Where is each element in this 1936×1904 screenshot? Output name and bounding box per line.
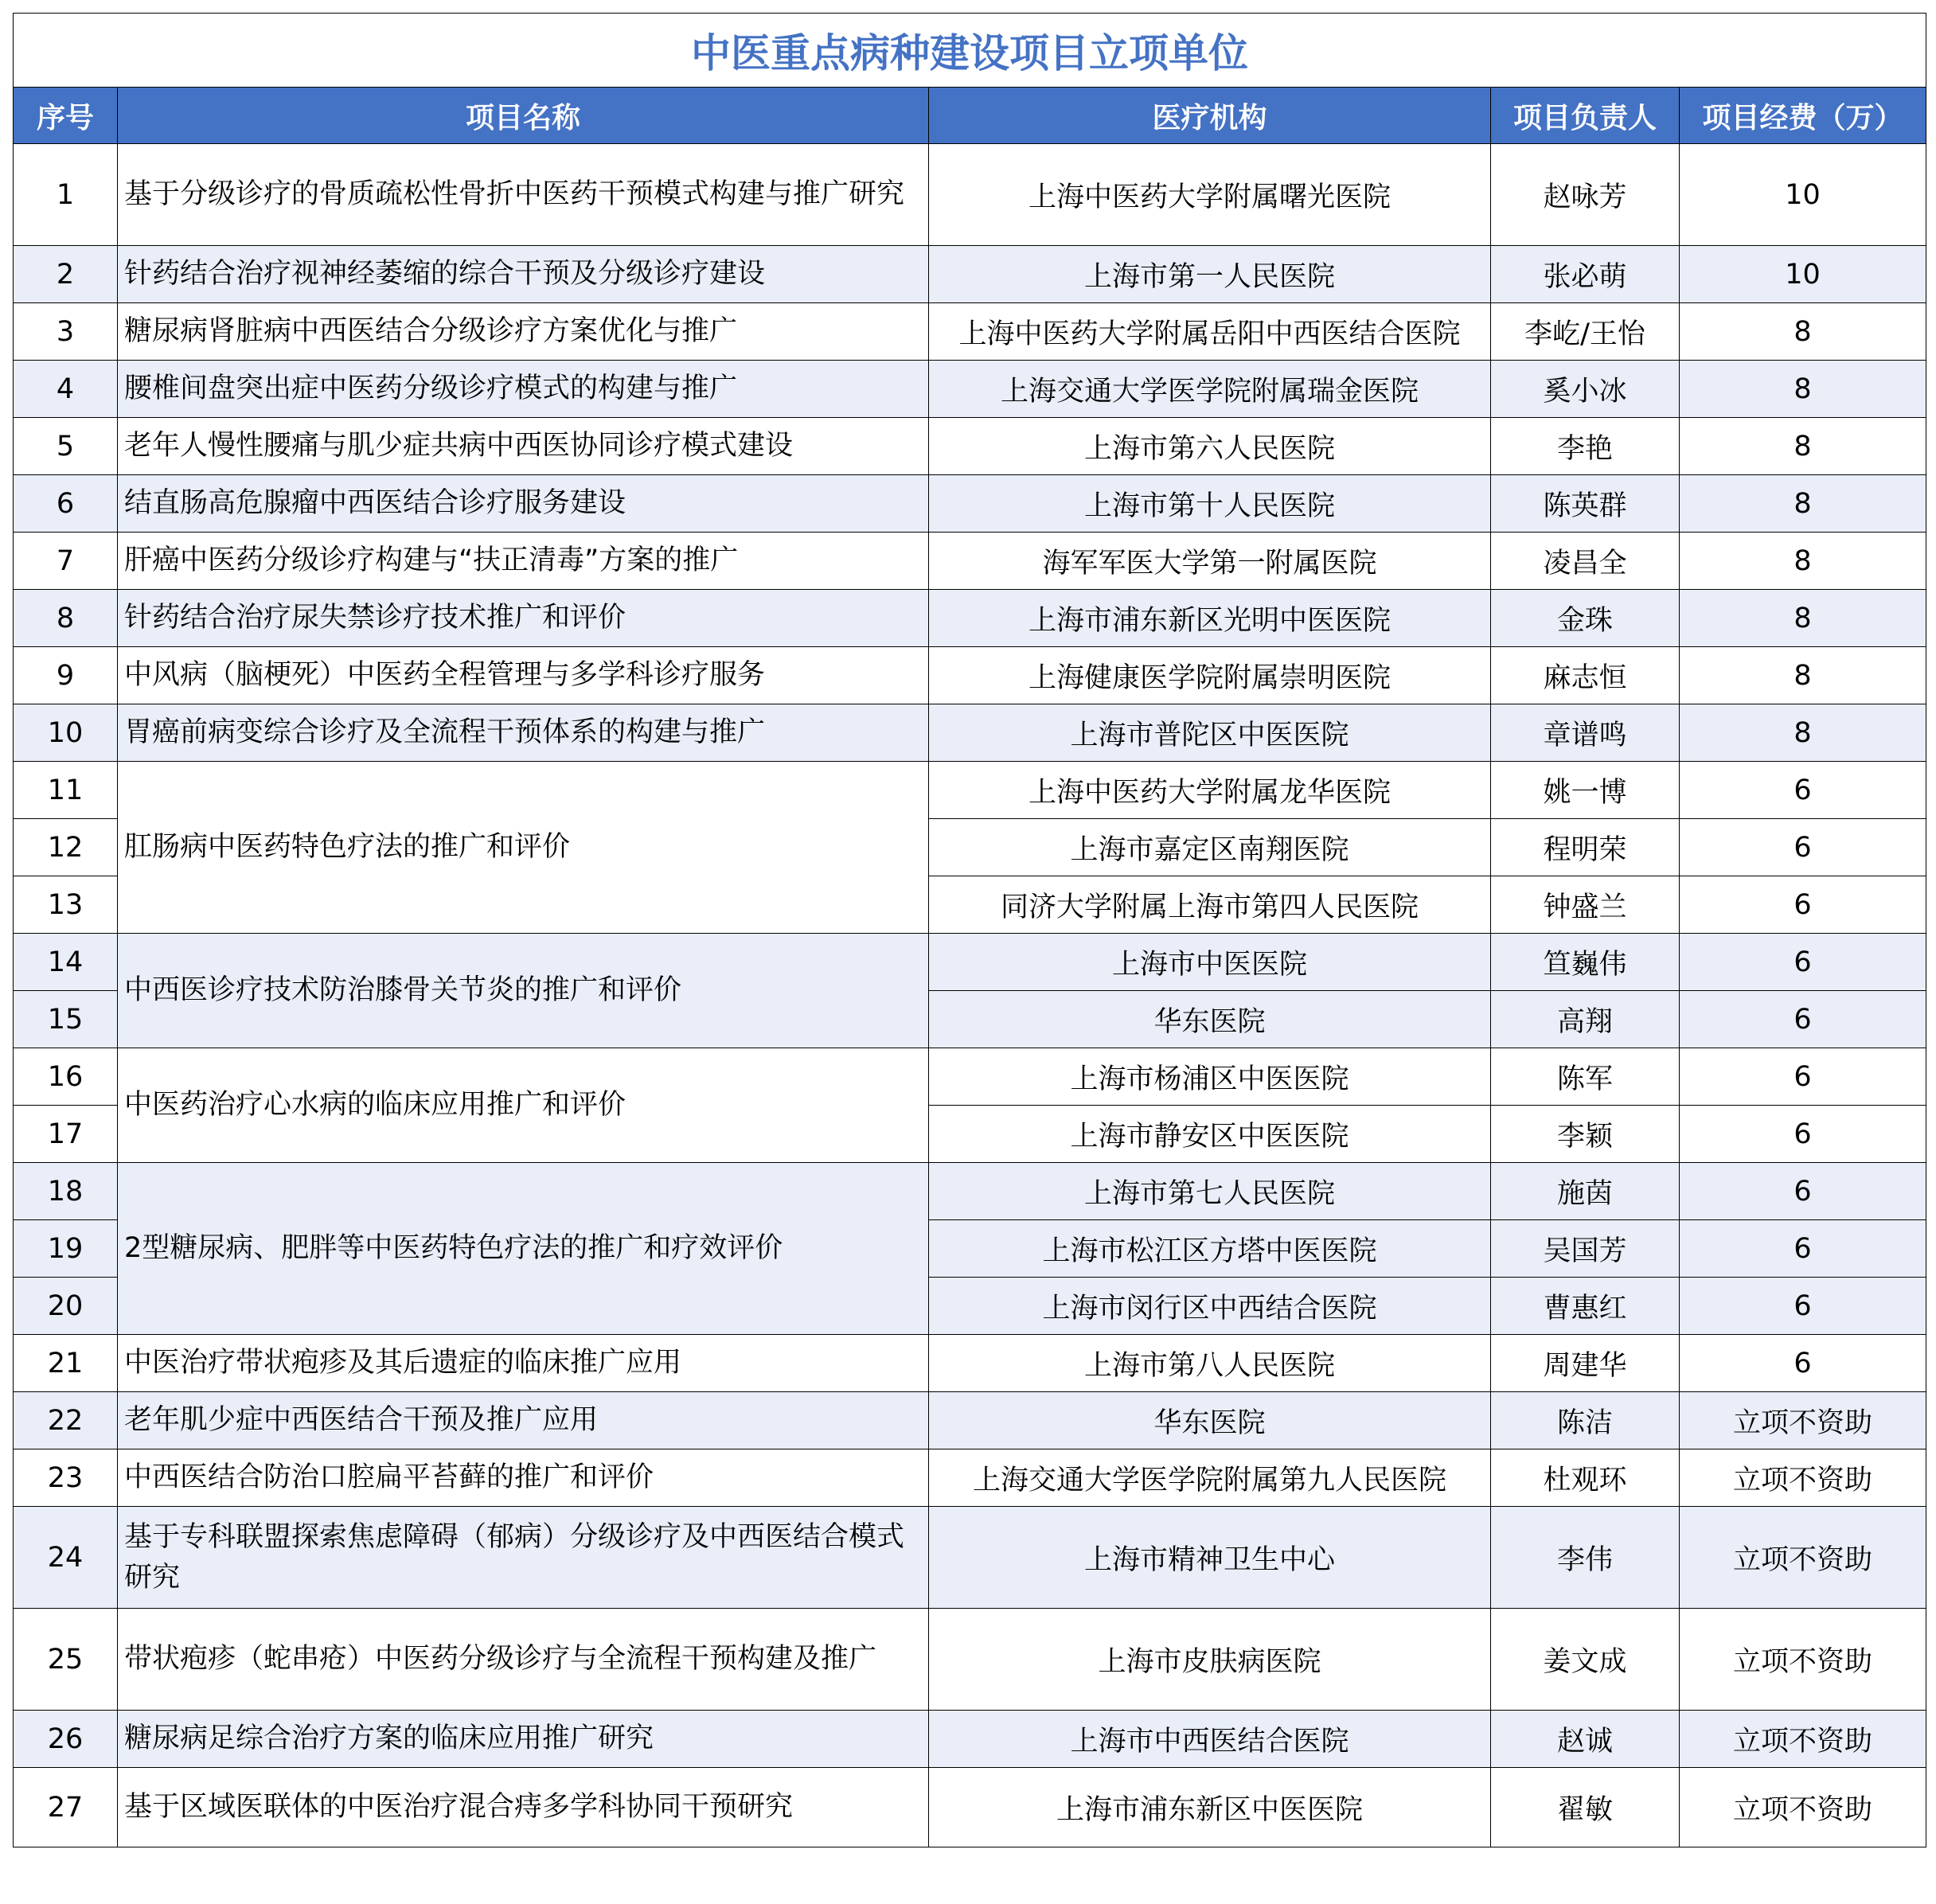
org-cell: 上海市杨浦区中医医院: [929, 1048, 1491, 1106]
fund-cell: 6: [1680, 1335, 1926, 1392]
lead-cell: 周建华: [1491, 1335, 1680, 1392]
lead-cell: 章谱鸣: [1491, 704, 1680, 762]
lead-cell: 李颖: [1491, 1106, 1680, 1163]
fund-cell: 立项不资助: [1680, 1711, 1926, 1768]
fund-cell: 8: [1680, 475, 1926, 533]
fund-cell: 6: [1680, 1163, 1926, 1220]
project-cell: 腰椎间盘突出症中医药分级诊疗模式的构建与推广: [118, 361, 929, 418]
seq-cell: 13: [14, 876, 118, 934]
table-row: [14, 475, 1926, 533]
fund-cell: 立项不资助: [1680, 1768, 1926, 1847]
project-cell: 胃癌前病变综合诊疗及全流程干预体系的构建与推广: [118, 704, 929, 762]
fund-cell: 8: [1680, 647, 1926, 704]
lead-cell: 程明荣: [1491, 819, 1680, 876]
project-cell: 针药结合治疗尿失禁诊疗技术推广和评价: [118, 590, 929, 647]
org-cell: 上海市第七人民医院: [929, 1163, 1491, 1220]
header-row: [14, 88, 1926, 144]
seq-cell: 8: [14, 590, 118, 647]
org-cell: 同济大学附属上海市第四人民医院: [929, 876, 1491, 934]
org-cell: 上海市第六人民医院: [929, 418, 1491, 475]
fund-cell: 6: [1680, 1106, 1926, 1163]
lead-cell: 陈洁: [1491, 1392, 1680, 1449]
seq-cell: 24: [14, 1507, 118, 1609]
project-cell: 糖尿病足综合治疗方案的临床应用推广研究: [118, 1711, 929, 1768]
org-cell: 上海市嘉定区南翔医院: [929, 819, 1491, 876]
org-cell: 上海市闵行区中西结合医院: [929, 1278, 1491, 1335]
seq-cell: 21: [14, 1335, 118, 1392]
lead-cell: 陈军: [1491, 1048, 1680, 1106]
org-cell: 上海市浦东新区光明中医医院: [929, 590, 1491, 647]
project-cell: 中西医结合防治口腔扁平苔藓的推广和评价: [118, 1449, 929, 1507]
fund-cell: 8: [1680, 418, 1926, 475]
lead-cell: 施茵: [1491, 1163, 1680, 1220]
lead-cell: 赵咏芳: [1491, 144, 1680, 246]
project-cell: 中风病（脑梗死）中医药全程管理与多学科诊疗服务: [118, 647, 929, 704]
header-seq: 序号: [14, 88, 118, 144]
org-cell: 上海中医药大学附属龙华医院: [929, 762, 1491, 819]
seq-cell: 26: [14, 1711, 118, 1768]
org-cell: 上海健康医学院附属崇明医院: [929, 647, 1491, 704]
lead-cell: 翟敏: [1491, 1768, 1680, 1847]
project-cell: 结直肠高危腺瘤中西医结合诊疗服务建设: [118, 475, 929, 533]
fund-cell: 6: [1680, 762, 1926, 819]
lead-cell: 高翔: [1491, 991, 1680, 1048]
fund-cell: 6: [1680, 1220, 1926, 1278]
project-cell: 中医药治疗心水病的临床应用推广和评价: [118, 1048, 929, 1163]
org-cell: 上海市第一人民医院: [929, 246, 1491, 303]
org-cell: 上海市松江区方塔中医医院: [929, 1220, 1491, 1278]
fund-cell: 6: [1680, 934, 1926, 991]
seq-cell: 19: [14, 1220, 118, 1278]
table-row: [14, 303, 1926, 361]
project-cell: 2型糖尿病、肥胖等中医药特色疗法的推广和疗效评价: [118, 1163, 929, 1335]
header-project: 项目名称: [118, 88, 929, 144]
project-cell: 肝癌中医药分级诊疗构建与“扶正清毒”方案的推广: [118, 533, 929, 590]
org-cell: 上海市静安区中医医院: [929, 1106, 1491, 1163]
fund-cell: 6: [1680, 876, 1926, 934]
header-org: 医疗机构: [929, 88, 1491, 144]
lead-cell: 曹惠红: [1491, 1278, 1680, 1335]
table-row: [14, 1392, 1926, 1449]
seq-cell: 18: [14, 1163, 118, 1220]
table-row: [14, 647, 1926, 704]
project-cell: 中医治疗带状疱疹及其后遗症的临床推广应用: [118, 1335, 929, 1392]
lead-cell: 凌昌全: [1491, 533, 1680, 590]
fund-cell: 8: [1680, 533, 1926, 590]
fund-cell: 8: [1680, 303, 1926, 361]
seq-cell: 15: [14, 991, 118, 1048]
seq-cell: 22: [14, 1392, 118, 1449]
table-row: [14, 1768, 1926, 1847]
org-cell: 上海市中医医院: [929, 934, 1491, 991]
org-cell: 上海交通大学医学院附属瑞金医院: [929, 361, 1491, 418]
lead-cell: 金珠: [1491, 590, 1680, 647]
header-fund: 项目经费（万）: [1680, 88, 1926, 144]
table-row: [14, 1449, 1926, 1507]
lead-cell: 姜文成: [1491, 1609, 1680, 1711]
org-cell: 上海市中西医结合医院: [929, 1711, 1491, 1768]
seq-cell: 14: [14, 934, 118, 991]
project-cell: 基于分级诊疗的骨质疏松性骨折中医药干预模式构建与推广研究: [118, 144, 929, 246]
lead-cell: 吴国芳: [1491, 1220, 1680, 1278]
project-cell: 基于专科联盟探索焦虑障碍（郁病）分级诊疗及中西医结合模式研究: [118, 1507, 929, 1609]
org-cell: 上海市第十人民医院: [929, 475, 1491, 533]
fund-cell: 6: [1680, 1048, 1926, 1106]
seq-cell: 1: [14, 144, 118, 246]
lead-cell: 李艳: [1491, 418, 1680, 475]
seq-cell: 16: [14, 1048, 118, 1106]
seq-cell: 4: [14, 361, 118, 418]
seq-cell: 6: [14, 475, 118, 533]
lead-cell: 杜观环: [1491, 1449, 1680, 1507]
org-cell: 上海市浦东新区中医医院: [929, 1768, 1491, 1847]
table-row: [14, 1335, 1926, 1392]
lead-cell: 笪巍伟: [1491, 934, 1680, 991]
seq-cell: 5: [14, 418, 118, 475]
fund-cell: 8: [1680, 590, 1926, 647]
project-cell: 基于区域医联体的中医治疗混合痔多学科协同干预研究: [118, 1768, 929, 1847]
header-lead: 项目负责人: [1491, 88, 1680, 144]
table-row: [14, 144, 1926, 246]
table-row: [14, 361, 1926, 418]
org-cell: 上海中医药大学附属曙光医院: [929, 144, 1491, 246]
project-cell: 带状疱疹（蛇串疮）中医药分级诊疗与全流程干预构建及推广: [118, 1609, 929, 1711]
table-row: [14, 762, 1926, 819]
seq-cell: 25: [14, 1609, 118, 1711]
fund-cell: 立项不资助: [1680, 1609, 1926, 1711]
lead-cell: 李屹/王怡: [1491, 303, 1680, 361]
fund-cell: 6: [1680, 991, 1926, 1048]
fund-cell: 10: [1680, 246, 1926, 303]
table-row: [14, 1609, 1926, 1711]
fund-cell: 立项不资助: [1680, 1449, 1926, 1507]
seq-cell: 11: [14, 762, 118, 819]
seq-cell: 7: [14, 533, 118, 590]
lead-cell: 钟盛兰: [1491, 876, 1680, 934]
fund-cell: 立项不资助: [1680, 1392, 1926, 1449]
org-cell: 华东医院: [929, 991, 1491, 1048]
project-cell: 中西医诊疗技术防治膝骨关节炎的推广和评价: [118, 934, 929, 1048]
table-row: [14, 934, 1926, 991]
seq-cell: 10: [14, 704, 118, 762]
project-cell: 糖尿病肾脏病中西医结合分级诊疗方案优化与推广: [118, 303, 929, 361]
lead-cell: 陈英群: [1491, 475, 1680, 533]
seq-cell: 12: [14, 819, 118, 876]
lead-cell: 奚小冰: [1491, 361, 1680, 418]
table-row: [14, 533, 1926, 590]
fund-cell: 8: [1680, 704, 1926, 762]
seq-cell: 2: [14, 246, 118, 303]
seq-cell: 23: [14, 1449, 118, 1507]
project-cell: 肛肠病中医药特色疗法的推广和评价: [118, 762, 929, 934]
seq-cell: 20: [14, 1278, 118, 1335]
org-cell: 华东医院: [929, 1392, 1491, 1449]
table-container: [13, 13, 1926, 1847]
fund-cell: 立项不资助: [1680, 1507, 1926, 1609]
table-row: [14, 246, 1926, 303]
lead-cell: 麻志恒: [1491, 647, 1680, 704]
table-row: [14, 1507, 1926, 1609]
fund-cell: 10: [1680, 144, 1926, 246]
seq-cell: 27: [14, 1768, 118, 1847]
table-title: 中医重点病种建设项目立项单位: [14, 14, 1926, 88]
seq-cell: 3: [14, 303, 118, 361]
table-row: [14, 1163, 1926, 1220]
fund-cell: 6: [1680, 819, 1926, 876]
project-table: [13, 13, 1926, 1847]
table-row: [14, 590, 1926, 647]
table-row: [14, 1048, 1926, 1106]
project-cell: 针药结合治疗视神经萎缩的综合干预及分级诊疗建设: [118, 246, 929, 303]
org-cell: 海军军医大学第一附属医院: [929, 533, 1491, 590]
org-cell: 上海中医药大学附属岳阳中西医结合医院: [929, 303, 1491, 361]
seq-cell: 9: [14, 647, 118, 704]
table-row: [14, 418, 1926, 475]
org-cell: 上海市精神卫生中心: [929, 1507, 1491, 1609]
org-cell: 上海市第八人民医院: [929, 1335, 1491, 1392]
org-cell: 上海市普陀区中医医院: [929, 704, 1491, 762]
lead-cell: 张必萌: [1491, 246, 1680, 303]
lead-cell: 赵诚: [1491, 1711, 1680, 1768]
org-cell: 上海交通大学医学院附属第九人民医院: [929, 1449, 1491, 1507]
fund-cell: 6: [1680, 1278, 1926, 1335]
title-row: [14, 14, 1926, 88]
lead-cell: 姚一博: [1491, 762, 1680, 819]
project-cell: 老年人慢性腰痛与肌少症共病中西医协同诊疗模式建设: [118, 418, 929, 475]
table-row: [14, 704, 1926, 762]
table-row: [14, 1711, 1926, 1768]
seq-cell: 17: [14, 1106, 118, 1163]
org-cell: 上海市皮肤病医院: [929, 1609, 1491, 1711]
fund-cell: 8: [1680, 361, 1926, 418]
lead-cell: 李伟: [1491, 1507, 1680, 1609]
project-cell: 老年肌少症中西医结合干预及推广应用: [118, 1392, 929, 1449]
